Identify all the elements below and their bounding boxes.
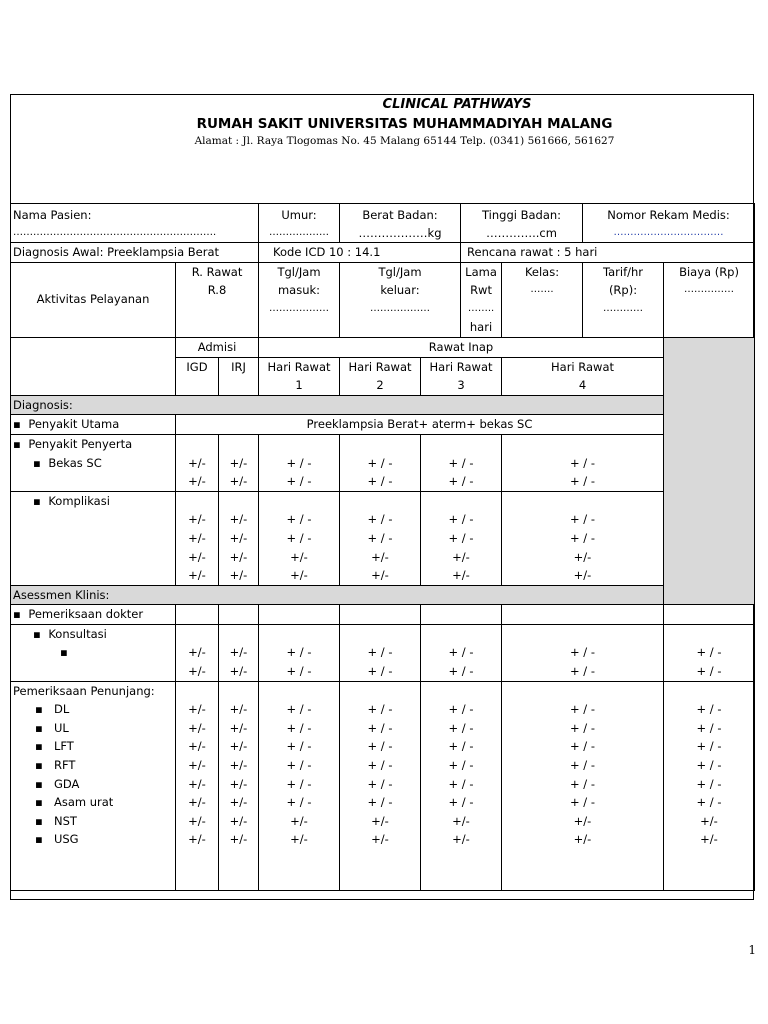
- admission-date-label: Tgl/Jam: [277, 264, 321, 279]
- plus-minus-mark: + / -: [367, 720, 393, 735]
- document-title: CLINICAL PATHWAYS: [382, 97, 532, 112]
- initial-diagnosis-row: [11, 243, 755, 263]
- plus-minus-mark: +/-: [371, 549, 389, 564]
- plus-minus-mark: +/-: [573, 832, 592, 847]
- plus-minus-mark: + / -: [367, 512, 393, 527]
- supporting-exam-item: ▪ RFT: [35, 758, 76, 773]
- discharge-date-field: ………………: [370, 302, 431, 314]
- consultation-label: Konsultasi: [48, 626, 107, 641]
- complication-row: ▪ Komplikasi +/- +/- +/- +/- +/- +/- +/- +/- + / - + / - +/- +/- + / - + / - +/- +/- + / - + / - +/- +/- + / - + / - +/- +/-: [11, 491, 755, 585]
- supporting-exam-row: [11, 681, 755, 890]
- supporting-exam-item: ▪ GDA: [35, 776, 80, 791]
- main-disease-row: ▪ Penyakit Utama Preeklampsia Berat+ aterm+ bekas SC: [11, 415, 755, 435]
- mark-cell: [259, 681, 340, 890]
- prior-cs-label: Bekas SC: [48, 455, 102, 470]
- service-activity-label: Aktivitas Pelayanan: [11, 262, 176, 337]
- plus-minus-mark: + / -: [367, 776, 393, 791]
- mark-cell: [259, 624, 340, 681]
- plus-minus-mark: +/-: [188, 739, 206, 754]
- diagnosis-section-row: [11, 395, 755, 415]
- plus-minus-mark: +/-: [188, 702, 206, 717]
- plus-minus-mark: +/-: [229, 455, 248, 470]
- plus-minus-mark: + / -: [570, 645, 595, 660]
- assessment-section-label: Asessmen Klinis:: [11, 585, 664, 605]
- plus-minus-mark: +/-: [188, 776, 206, 791]
- mark-cell: [219, 681, 259, 890]
- plus-minus-mark: +/-: [290, 832, 308, 847]
- plus-minus-mark: +/-: [290, 549, 308, 564]
- plus-minus-mark: + / -: [696, 758, 722, 773]
- doctor-exam-label: Pemeriksaan dokter: [28, 607, 144, 622]
- consultation-row: ▪ Konsultasi ▪ +/- +/- +/- +/- + / - + / - + / - + / - + / - + / - + / - + / - + / - + / -: [11, 624, 755, 681]
- mark-cell: [502, 681, 664, 890]
- plus-minus-mark: +/-: [188, 664, 206, 679]
- main-disease-value: Preeklampsia Berat+ aterm+ bekas SC: [176, 415, 664, 435]
- plus-minus-mark: + / -: [448, 739, 474, 754]
- plus-minus-mark: +/-: [188, 512, 206, 527]
- day-label: Hari Rawat: [267, 359, 331, 374]
- plus-minus-mark: +/-: [700, 813, 718, 828]
- plus-minus-mark: + / -: [286, 645, 312, 660]
- plus-minus-mark: + / -: [570, 758, 595, 773]
- plus-minus-mark: +/-: [229, 702, 248, 717]
- cost-field: ……………: [684, 284, 735, 296]
- mark-cell: [259, 491, 340, 585]
- plus-minus-mark: +/-: [573, 549, 592, 564]
- plus-minus-mark: + / -: [570, 455, 595, 470]
- plus-minus-mark: +/-: [700, 832, 718, 847]
- plus-minus-mark: +/-: [188, 758, 206, 773]
- complication-label: Komplikasi: [48, 493, 110, 508]
- day-label: Hari Rawat: [551, 359, 615, 374]
- class-label: Kelas:: [524, 264, 560, 279]
- plus-minus-mark: + / -: [696, 645, 722, 660]
- patient-name-field: …………………………………………………….: [13, 227, 217, 238]
- height-label: Tinggi Badan:: [481, 208, 562, 222]
- age-field: ………………: [269, 227, 330, 238]
- plus-minus-mark: +/-: [229, 832, 248, 847]
- plus-minus-mark: + / -: [570, 739, 595, 754]
- plus-minus-mark: + / -: [570, 776, 595, 791]
- mark-cell: [502, 491, 664, 585]
- plus-minus-mark: + / -: [448, 455, 474, 470]
- plus-minus-mark: + / -: [286, 758, 312, 773]
- plus-minus-mark: + / -: [448, 702, 474, 717]
- plus-minus-mark: +/-: [371, 813, 389, 828]
- supporting-exam-label: Pemeriksaan Penunjang:: [13, 683, 155, 698]
- plus-minus-mark: + / -: [696, 720, 722, 735]
- mark-cell: [219, 491, 259, 585]
- mark-cell: [502, 624, 664, 681]
- mark-cell: [340, 681, 421, 890]
- mark-cell: [219, 434, 259, 491]
- plus-minus-mark: + / -: [696, 664, 722, 679]
- plus-minus-mark: +/-: [188, 813, 206, 828]
- plus-minus-mark: + / -: [367, 455, 393, 470]
- plus-minus-mark: + / -: [286, 720, 312, 735]
- assessment-section-row: [11, 585, 755, 605]
- plus-minus-mark: + / -: [448, 512, 474, 527]
- plus-minus-mark: +/-: [229, 739, 248, 754]
- plus-minus-mark: +/-: [188, 549, 206, 564]
- plus-minus-mark: +/-: [229, 530, 248, 545]
- length-of-stay-label-2: Rwt: [470, 283, 492, 298]
- plus-minus-mark: +/-: [371, 832, 389, 847]
- admission-date-field: ………………: [269, 302, 330, 314]
- document-header: [10, 94, 754, 148]
- plus-minus-mark: + / -: [448, 664, 474, 679]
- plus-minus-mark: + / -: [570, 702, 595, 717]
- hospital-name: RUMAH SAKIT UNIVERSITAS MUHAMMADIYAH MALANG: [196, 116, 613, 132]
- mark-cell: [340, 434, 421, 491]
- admission-header-row: [11, 337, 755, 357]
- ward-value: R.8: [207, 283, 227, 298]
- plus-minus-mark: + / -: [570, 474, 595, 489]
- plus-minus-mark: + / -: [448, 530, 474, 545]
- admission-label: Admisi: [176, 337, 259, 357]
- mark-cell: [219, 624, 259, 681]
- length-of-stay-field: ……..: [467, 302, 495, 314]
- plus-minus-mark: +/-: [573, 568, 592, 583]
- plus-minus-mark: +/-: [229, 795, 248, 810]
- admission-date-label-2: masuk:: [277, 283, 321, 298]
- plus-minus-mark: +/-: [188, 568, 206, 583]
- plus-minus-mark: +/-: [188, 720, 206, 735]
- plus-minus-mark: + / -: [367, 758, 393, 773]
- discharge-date-label-2: keluar:: [380, 283, 420, 298]
- plus-minus-mark: +/-: [229, 813, 248, 828]
- plus-minus-mark: + / -: [286, 739, 312, 754]
- mark-cell: [664, 681, 755, 890]
- plus-minus-mark: +/-: [452, 549, 470, 564]
- plus-minus-mark: +/-: [229, 512, 248, 527]
- mark-cell: [176, 624, 219, 681]
- plus-minus-mark: + / -: [367, 739, 393, 754]
- plus-minus-mark: + / -: [286, 702, 312, 717]
- irj-label: IRJ: [219, 357, 259, 395]
- initial-diagnosis: Diagnosis Awal: Preeklampsia Berat: [11, 243, 259, 263]
- plus-minus-mark: +/-: [188, 474, 206, 489]
- plus-minus-mark: +/-: [229, 664, 248, 679]
- supporting-exam-item: ▪ UL: [35, 720, 69, 735]
- plus-minus-mark: +/-: [188, 455, 206, 470]
- plus-minus-mark: + / -: [367, 702, 393, 717]
- supporting-exam-item: ▪ USG: [35, 832, 79, 847]
- plus-minus-mark: +/-: [452, 832, 470, 847]
- plus-minus-mark: + / -: [367, 530, 393, 545]
- plus-minus-mark: + / -: [570, 530, 595, 545]
- plus-minus-mark: + / -: [367, 645, 393, 660]
- plus-minus-mark: +/-: [290, 568, 308, 583]
- icd-code: Kode ICD 10 : 14.1: [259, 243, 461, 263]
- plus-minus-mark: + / -: [448, 474, 474, 489]
- supporting-exam-item: ▪ NST: [35, 813, 77, 828]
- igd-label: IGD: [176, 357, 219, 395]
- medical-record-label: Nomor Rekam Medis:: [607, 208, 730, 222]
- plus-minus-mark: + / -: [286, 795, 312, 810]
- plus-minus-mark: + / -: [570, 795, 595, 810]
- comorbid-row: ▪ Penyakit Penyerta ▪ Bekas SC +/- +/- +/- +/- + / - + / - + / - + / - + / - + / - + / - + / -: [11, 434, 755, 491]
- age-label: Umur:: [281, 208, 317, 222]
- plus-minus-mark: + / -: [448, 795, 474, 810]
- inpatient-label: Rawat Inap: [259, 337, 664, 357]
- plus-minus-mark: +/-: [573, 813, 592, 828]
- plus-minus-mark: + / -: [696, 702, 722, 717]
- plus-minus-mark: + / -: [570, 720, 595, 735]
- plus-minus-mark: +/-: [229, 549, 248, 564]
- supporting-exam-item: ▪ DL: [35, 702, 70, 717]
- page-number: 1: [748, 943, 756, 957]
- cost-shaded-block: [664, 337, 755, 604]
- mark-cell: [340, 624, 421, 681]
- doctor-exam-row: ▪ Pemeriksaan dokter: [11, 605, 755, 625]
- supporting-exam-item: ▪ Asam urat: [35, 795, 114, 810]
- mark-cell: [421, 491, 502, 585]
- plus-minus-mark: + / -: [367, 474, 393, 489]
- plus-minus-mark: + / -: [286, 664, 312, 679]
- plus-minus-mark: + / -: [286, 512, 312, 527]
- height-field: …………..cm: [486, 226, 557, 240]
- day-number: 2: [376, 378, 384, 393]
- plus-minus-mark: +/-: [229, 776, 248, 791]
- plus-minus-mark: + / -: [286, 455, 312, 470]
- comorbid-label: Penyakit Penyerta: [28, 436, 133, 451]
- plus-minus-mark: + / -: [570, 512, 595, 527]
- plus-minus-mark: + / -: [448, 645, 474, 660]
- patient-name-label: Nama Pasien:: [13, 208, 92, 222]
- mark-cell: [664, 624, 755, 681]
- diagnosis-section-label: Diagnosis:: [11, 395, 664, 415]
- hospital-address: Alamat : Jl. Raya Tlogomas No. 45 Malang 65144 Telp. (0341) 561666, 561627: [194, 135, 615, 147]
- plus-minus-mark: +/-: [452, 568, 470, 583]
- plus-minus-mark: + / -: [286, 474, 312, 489]
- main-disease-label: Penyakit Utama: [28, 417, 120, 432]
- plus-minus-mark: +/-: [229, 758, 248, 773]
- plus-minus-mark: +/-: [229, 568, 248, 583]
- plus-minus-mark: + / -: [570, 664, 595, 679]
- plus-minus-mark: + / -: [696, 776, 722, 791]
- supporting-exam-item: ▪ LFT: [35, 739, 74, 754]
- day-number: 1: [295, 378, 303, 393]
- plus-minus-mark: +/-: [452, 813, 470, 828]
- plus-minus-mark: + / -: [448, 758, 474, 773]
- plus-minus-mark: + / -: [367, 795, 393, 810]
- class-field: …….: [530, 284, 554, 296]
- plus-minus-mark: + / -: [696, 739, 722, 754]
- mark-cell: [421, 681, 502, 890]
- planned-stay: Rencana rawat : 5 hari: [461, 243, 755, 263]
- plus-minus-mark: + / -: [448, 776, 474, 791]
- weight-label: Berat Badan:: [362, 208, 438, 222]
- tariff-label: Tarif/hr: [603, 264, 644, 279]
- plus-minus-mark: + / -: [286, 530, 312, 545]
- plus-minus-mark: + / -: [696, 795, 722, 810]
- discharge-date-label: Tgl/Jam: [378, 264, 422, 279]
- day-label: Hari Rawat: [348, 359, 412, 374]
- mark-cell: [176, 681, 219, 890]
- plus-minus-mark: +/-: [290, 813, 308, 828]
- tariff-label-2: (Rp):: [608, 283, 638, 298]
- mark-cell: [340, 491, 421, 585]
- cost-label: Biaya (Rp): [679, 264, 739, 279]
- plus-minus-mark: +/-: [229, 474, 248, 489]
- weight-field: ………………kg: [358, 226, 442, 240]
- length-of-stay-unit: hari: [469, 320, 493, 335]
- ward-label: R. Rawat: [191, 264, 243, 279]
- plus-minus-mark: +/-: [188, 795, 206, 810]
- plus-minus-mark: + / -: [367, 664, 393, 679]
- day-number: 4: [578, 378, 587, 393]
- mark-cell: [502, 434, 664, 491]
- plus-minus-mark: +/-: [371, 568, 389, 583]
- length-of-stay-label: Lama: [465, 264, 497, 279]
- supporting-exam-list: [13, 700, 173, 849]
- plus-minus-mark: + / -: [286, 776, 312, 791]
- tariff-field: …………: [603, 302, 644, 314]
- medical-record-field: ……………………………: [613, 227, 724, 238]
- mark-cell: [421, 624, 502, 681]
- patient-row: [11, 204, 755, 243]
- plus-minus-mark: +/-: [188, 530, 206, 545]
- mark-cell: [259, 434, 340, 491]
- plus-minus-mark: +/-: [188, 645, 206, 660]
- plus-minus-mark: + / -: [448, 720, 474, 735]
- day-label: Hari Rawat: [429, 359, 493, 374]
- service-header-row: [11, 262, 755, 337]
- clinical-pathway-table: [10, 203, 755, 891]
- mark-cell: [176, 491, 219, 585]
- mark-cell: [421, 434, 502, 491]
- plus-minus-mark: +/-: [188, 832, 206, 847]
- plus-minus-mark: +/-: [229, 720, 248, 735]
- plus-minus-mark: +/-: [229, 645, 248, 660]
- mark-cell: [176, 434, 219, 491]
- day-number: 3: [457, 378, 465, 393]
